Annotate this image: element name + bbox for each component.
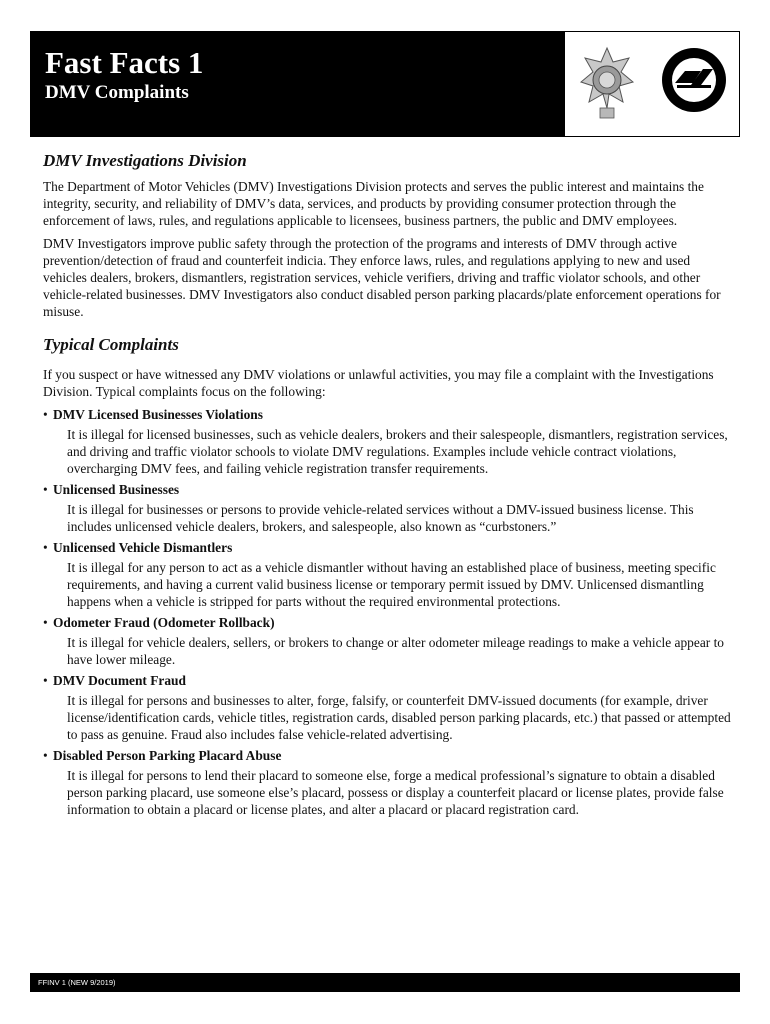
list-item <box>43 406 733 477</box>
form-id: FFINV 1 (NEW 9/2019) <box>38 978 116 987</box>
complaint-body: It is illegal for any person to act as a vehicle dismantler without having an established place of business, meeting specific requirements, and having a current valid business license or temporary permit issued by DMV. Unlicensed dismantling happens when a vehicle is stripped for parts without the required environmental protections. <box>67 560 716 609</box>
star-badge-icon <box>579 46 635 124</box>
complaint-body: It is illegal for persons to lend their placard to someone else, forge a medical professional’s signature to obtain a disabled person parking placard, use someone else’s placard, possess or display a counterfeit placard or license plates, provide false information to obtain a placard or license plates, and alter a placard or placard registration card. <box>67 768 724 817</box>
complaint-title: • Unlicensed Vehicle Dismantlers <box>43 539 733 556</box>
complaint-title: • Unlicensed Businesses <box>43 481 733 498</box>
list-item <box>43 539 733 610</box>
investigations-paragraph: DMV Investigators improve public safety through the protection of the programs and interests of DMV through active prevention/detection of fraud and counterfeit indicia. They enforce laws, rules, and regulations applying to new and used vehicles dealers, brokers, dismantlers, registration services, vehicle verifiers, driving and traffic violator schools, and other vehicle-related businesses. DMV Investigators also conduct disabled person parking placards/plate enforcement operations for misuse. <box>43 236 721 319</box>
section-heading-investigations: DMV Investigations Division <box>43 151 247 170</box>
main-content <box>43 150 733 822</box>
complaint-title: • DMV Licensed Businesses Violations <box>43 406 733 423</box>
header-banner <box>30 31 740 137</box>
page-title: Fast Facts 1 <box>45 45 204 80</box>
complaint-body: It is illegal for persons and businesses to alter, forge, falsify, or counterfeit DMV-issued documents (for example, driver license/identification cards, vehicle titles, registration cards, disabled person parking placards, etc.) that passed or attempted to pass as genuine. Fraud also includes false vehicle-related advertising. <box>67 693 731 742</box>
logo-panel <box>565 32 739 136</box>
complaints-list <box>43 406 733 818</box>
complaint-title: • Odometer Fraud (Odometer Rollback) <box>43 614 733 631</box>
dmv-seal-icon <box>661 47 727 113</box>
complaint-body: It is illegal for businesses or persons to provide vehicle-related services without a DMV-issued business license. This includes unlicensed vehicle dealers, brokers, and salespeople, also known as “curbstoners.” <box>67 502 694 534</box>
complaint-body: It is illegal for vehicle dealers, sellers, or brokers to change or alter odometer mileage readings to make a vehicle appear to have lower mileage. <box>67 635 724 667</box>
complaints-intro: If you suspect or have witnessed any DMV violations or unlawful activities, you may file a complaint with the Investigations Division. Typical complaints focus on the following: <box>43 367 714 399</box>
complaint-title: • DMV Document Fraud <box>43 672 733 689</box>
list-item <box>43 614 733 668</box>
list-item <box>43 481 733 535</box>
list-item <box>43 672 733 743</box>
footer-bar <box>30 973 740 992</box>
section-heading-complaints: Typical Complaints <box>43 335 179 354</box>
complaint-title: • Disabled Person Parking Placard Abuse <box>43 747 733 764</box>
investigations-paragraph: The Department of Motor Vehicles (DMV) Investigations Division protects and serves the public interest and maintains the integrity, security, and reliability of DMV’s data, services, and products by providing consumer protection through the enforcement of laws, rules, and regulations applicable to licensees, business partners, the public and DMV employees. <box>43 179 704 228</box>
complaint-body: It is illegal for licensed businesses, such as vehicle dealers, brokers and their salespeople, dismantlers, registration services, and driving and traffic violator schools to violate DMV regulations. Examples include vehicle contract violations, overcharging DMV fees, and failing vehicle registration transfer requirements. <box>67 427 728 476</box>
page-subtitle: DMV Complaints <box>45 82 189 103</box>
list-item <box>43 747 733 818</box>
